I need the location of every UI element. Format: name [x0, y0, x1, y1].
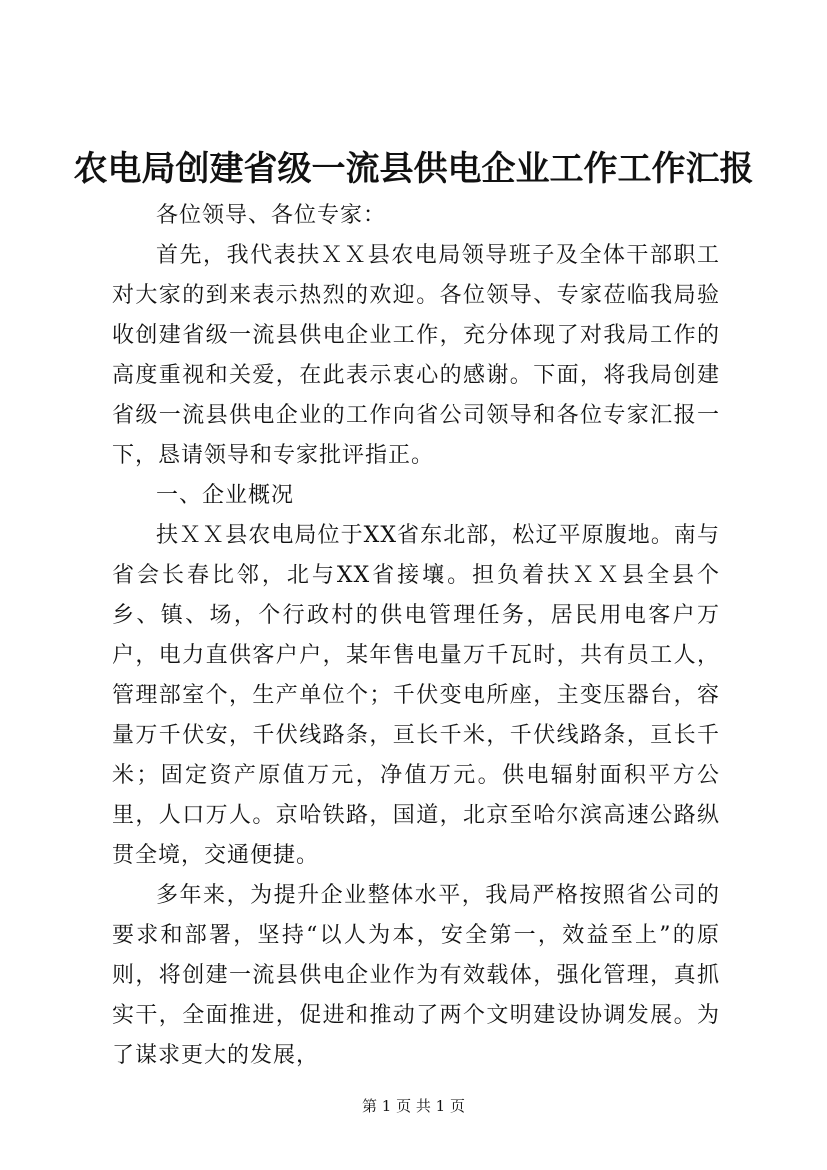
- paragraph-intro: 首先，我代表扶ＸＸ县农电局领导班子及全体干部职工对大家的到来表示热烈的欢迎。各位领导、专家莅临我局验收创建省级一流县供电企业工作，充分体现了对我局工作的高度重视和关爱，在此表示衷心的感谢。下面，将我局创建省级一流县供电企业的工作向省公司领导和各位专家汇报一下，恳请领导和专家批评指正。: [112, 243, 720, 468]
- document-body: [112, 196, 720, 1076]
- salutation: 各位领导、各位专家：: [156, 203, 387, 228]
- paragraph-development: 多年来，为提升企业整体水平，我局严格按照省公司的要求和部署，坚持“以人为本，安全第一，效益至上”的原则，将创建一流县供电企业作为有效载体，强化管理，真抓实干，全面推进，促进和推动了两个文明建设协调发展。为了谋求更大的发展，: [112, 883, 720, 1068]
- page-footer: 第 1 页 共 1 页: [362, 1097, 465, 1115]
- section-heading: 一、企业概况: [156, 483, 295, 508]
- document-title: 农电局创建省级一流县供电企业工作工作汇报: [73, 149, 754, 189]
- paragraph-overview: 扶ＸＸ县农电局位于XX省东北部，松辽平原腹地。南与省会长春比邻，北与XX省接壤。担负着扶ＸＸ县全县个乡、镇、场，个行政村的供电管理任务，居民用电客户万户，电力直供客户户，某年售电量万千瓦时，共有员工人，管理部室个，生产单位个；千伏变电所座，主变压器台，容量万千伏安，千伏线路条，亘长千米，千伏线路条，亘长千米；固定资产原值万元，净值万元。供电辐射面积平方公里，人口万人。京哈铁路，国道，北京至哈尔滨高速公路纵贯全境，交通便捷。: [112, 523, 720, 868]
